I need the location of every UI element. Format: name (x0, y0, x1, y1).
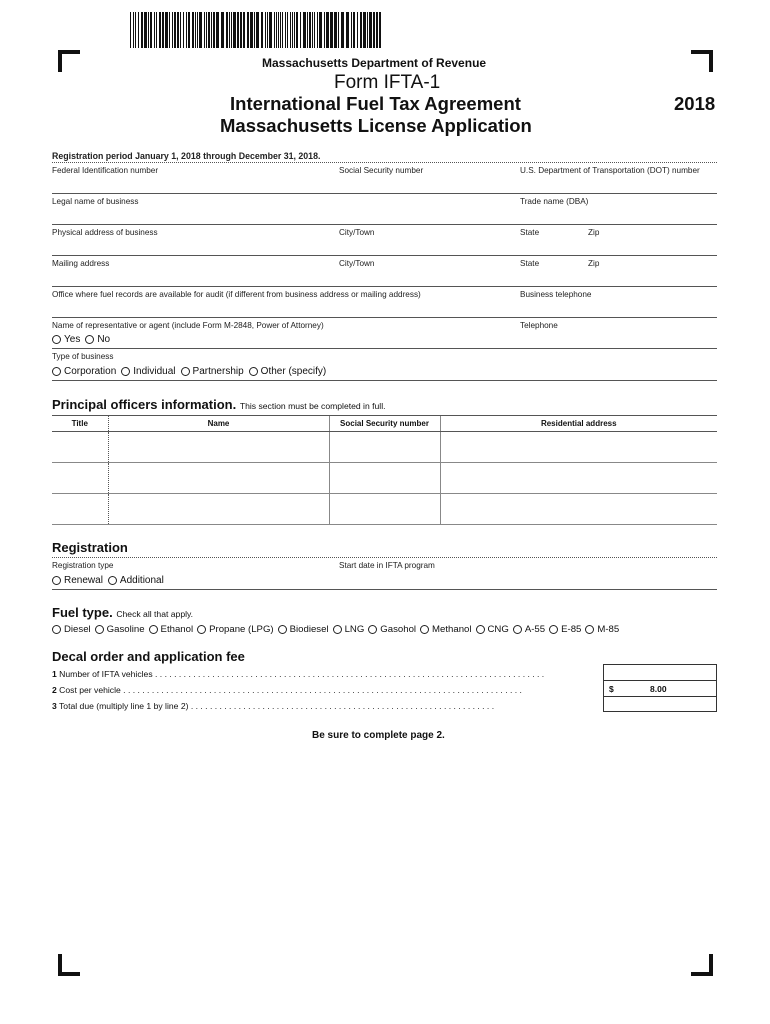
col-name: Name (108, 416, 329, 432)
line3-total: 3 Total due (multiply line 1 by line 2) . . . . . . . . . . . . . . . . . . . . . . . . . . . . . . . . . . . . . . . . . . . . . . . . . . . . . . . . . . . . . . . . (52, 701, 495, 711)
fuel-option-a55[interactable]: A-55 (513, 624, 545, 635)
cost-per-vehicle (604, 681, 716, 697)
col-ssn: Social Security number (329, 416, 440, 432)
officer-ssn-cell[interactable] (329, 432, 440, 463)
radio-icon (108, 576, 117, 585)
type-of-business-label: Type of business (52, 352, 114, 361)
ssn-field[interactable]: Social Security number (339, 166, 424, 175)
physical-zip-field[interactable]: Zip (588, 228, 600, 237)
checkbox-icon (278, 625, 287, 634)
individual-option[interactable]: Individual (121, 366, 175, 377)
officer-name-cell[interactable] (108, 494, 329, 525)
additional-option[interactable]: Additional (108, 575, 164, 586)
fuel-type-options (52, 624, 619, 635)
checkbox-icon (549, 625, 558, 634)
physical-state-field[interactable]: State (520, 228, 540, 237)
officers-table (52, 415, 717, 525)
checkbox-icon (149, 625, 158, 634)
checkbox-icon (420, 625, 429, 634)
officer-name-cell[interactable] (108, 463, 329, 494)
fuel-type-heading: Fuel type. Check all that apply. (52, 605, 194, 620)
checkbox-icon (95, 625, 104, 634)
corner-mark-top-left (58, 50, 80, 72)
radio-icon (121, 367, 130, 376)
fuel-option-e85[interactable]: E-85 (549, 624, 581, 635)
officer-address-cell[interactable] (440, 494, 717, 525)
other-option[interactable]: Other (specify) (249, 366, 327, 377)
cost-amount: 8.00 (650, 684, 667, 694)
representative-options (52, 334, 115, 345)
business-phone-field[interactable]: Business telephone (520, 290, 592, 299)
dot-number-field[interactable]: U.S. Department of Transportation (DOT) number (520, 166, 700, 175)
yes-option[interactable]: Yes (52, 334, 80, 345)
no-option[interactable]: No (85, 334, 110, 345)
fuel-option-diesel[interactable]: Diesel (52, 624, 91, 635)
officers-heading: Principal officers information. This section must be completed in full. (52, 397, 386, 412)
fee-box (603, 664, 717, 712)
checkbox-icon (585, 625, 594, 634)
radio-icon (249, 367, 258, 376)
officer-title-cell[interactable] (52, 463, 108, 494)
officer-name-cell[interactable] (108, 432, 329, 463)
officer-title-cell[interactable] (52, 494, 108, 525)
col-address: Residential address (440, 416, 717, 432)
corner-mark-top-right (691, 50, 713, 72)
registration-heading: Registration (52, 540, 128, 555)
form-title-line2: Massachusetts License Application (220, 115, 532, 136)
checkbox-icon (333, 625, 342, 634)
registration-period: Registration period January 1, 2018 through December 31, 2018. (52, 151, 321, 161)
checkbox-icon (52, 625, 61, 634)
records-office-field[interactable]: Office where fuel records are available for audit (if different from business address or mailing address) (52, 290, 421, 299)
radio-icon (52, 576, 61, 585)
physical-city-field[interactable]: City/Town (339, 228, 375, 237)
radio-icon (52, 335, 61, 344)
trade-name-field[interactable]: Trade name (DBA) (520, 197, 589, 206)
mailing-address-field[interactable]: Mailing address (52, 259, 110, 268)
fuel-option-m85[interactable]: M-85 (585, 624, 619, 635)
fuel-type-note: Check all that apply. (116, 609, 194, 619)
checkbox-icon (197, 625, 206, 634)
col-title: Title (52, 416, 108, 432)
radio-icon (52, 367, 61, 376)
representative-field[interactable]: Name of representative or agent (include Form M-2848, Power of Attorney) (52, 321, 324, 330)
fuel-option-ethanol[interactable]: Ethanol (149, 624, 194, 635)
officers-note: This section must be completed in full. (239, 401, 386, 411)
corporation-option[interactable]: Corporation (52, 366, 116, 377)
line2-cost: 2 Cost per vehicle . . . . . . . . . . . . . . . . . . . . . . . . . . . . . . . . . . . . . . . . . . . . . . . . . . . . . . . . . . . . . . . . . . . . . . . . . . . . . . . . . . . . (52, 685, 522, 695)
fuel-option-lng[interactable]: LNG (333, 624, 365, 635)
officer-ssn-cell[interactable] (329, 494, 440, 525)
registration-type-options (52, 575, 169, 586)
physical-address-field[interactable]: Physical address of business (52, 228, 158, 237)
officer-address-cell[interactable] (440, 463, 717, 494)
fuel-option-gasohol[interactable]: Gasohol (368, 624, 416, 635)
table-row (52, 432, 717, 463)
partnership-option[interactable]: Partnership (181, 366, 244, 377)
radio-icon (85, 335, 94, 344)
corner-mark-bottom-left (58, 954, 80, 976)
form-title-line1: International Fuel Tax Agreement (230, 93, 521, 114)
dollar-sign: $ (609, 684, 614, 694)
total-due-input[interactable] (604, 697, 716, 713)
fuel-option-propane[interactable]: Propane (LPG) (197, 624, 274, 635)
start-date-field[interactable]: Start date in IFTA program (339, 561, 435, 570)
barcode-graphic (130, 12, 382, 48)
mailing-zip-field[interactable]: Zip (588, 259, 600, 268)
fuel-option-gasoline[interactable]: Gasoline (95, 624, 145, 635)
decal-heading: Decal order and application fee (52, 649, 245, 664)
department-name: Massachusetts Department of Revenue (262, 56, 487, 70)
checkbox-icon (476, 625, 485, 634)
form-number: Form IFTA-1 (334, 72, 441, 93)
business-type-options (52, 366, 331, 377)
fuel-option-cng[interactable]: CNG (476, 624, 509, 635)
table-row (52, 494, 717, 525)
officer-title-cell[interactable] (52, 432, 108, 463)
mailing-state-field[interactable]: State (520, 259, 540, 268)
legal-name-field[interactable]: Legal name of business (52, 197, 139, 206)
footer-note: Be sure to complete page 2. (312, 730, 445, 741)
line1-vehicles: 1 Number of IFTA vehicles . . . . . . . . . . . . . . . . . . . . . . . . . . . . . . . . . . . . . . . . . . . . . . . . . . . . . . . . . . . . . . . . . . . . . . . . . . . . . . . . . . (52, 669, 545, 679)
registration-type-label: Registration type (52, 561, 114, 570)
renewal-option[interactable]: Renewal (52, 575, 103, 586)
radio-icon (181, 367, 190, 376)
corner-mark-bottom-right (691, 954, 713, 976)
fuel-option-biodiesel[interactable]: Biodiesel (278, 624, 329, 635)
barcode (130, 12, 382, 48)
form-year: 2018 (674, 93, 716, 114)
federal-id-field[interactable]: Federal Identification number (52, 166, 159, 175)
checkbox-icon (368, 625, 377, 634)
table-row (52, 463, 717, 494)
fuel-option-methanol[interactable]: Methanol (420, 624, 471, 635)
checkbox-icon (513, 625, 522, 634)
mailing-city-field[interactable]: City/Town (339, 259, 375, 268)
officer-ssn-cell[interactable] (329, 463, 440, 494)
telephone-field[interactable]: Telephone (520, 321, 558, 330)
vehicles-input[interactable] (604, 665, 716, 681)
officer-address-cell[interactable] (440, 432, 717, 463)
divider (52, 162, 717, 163)
